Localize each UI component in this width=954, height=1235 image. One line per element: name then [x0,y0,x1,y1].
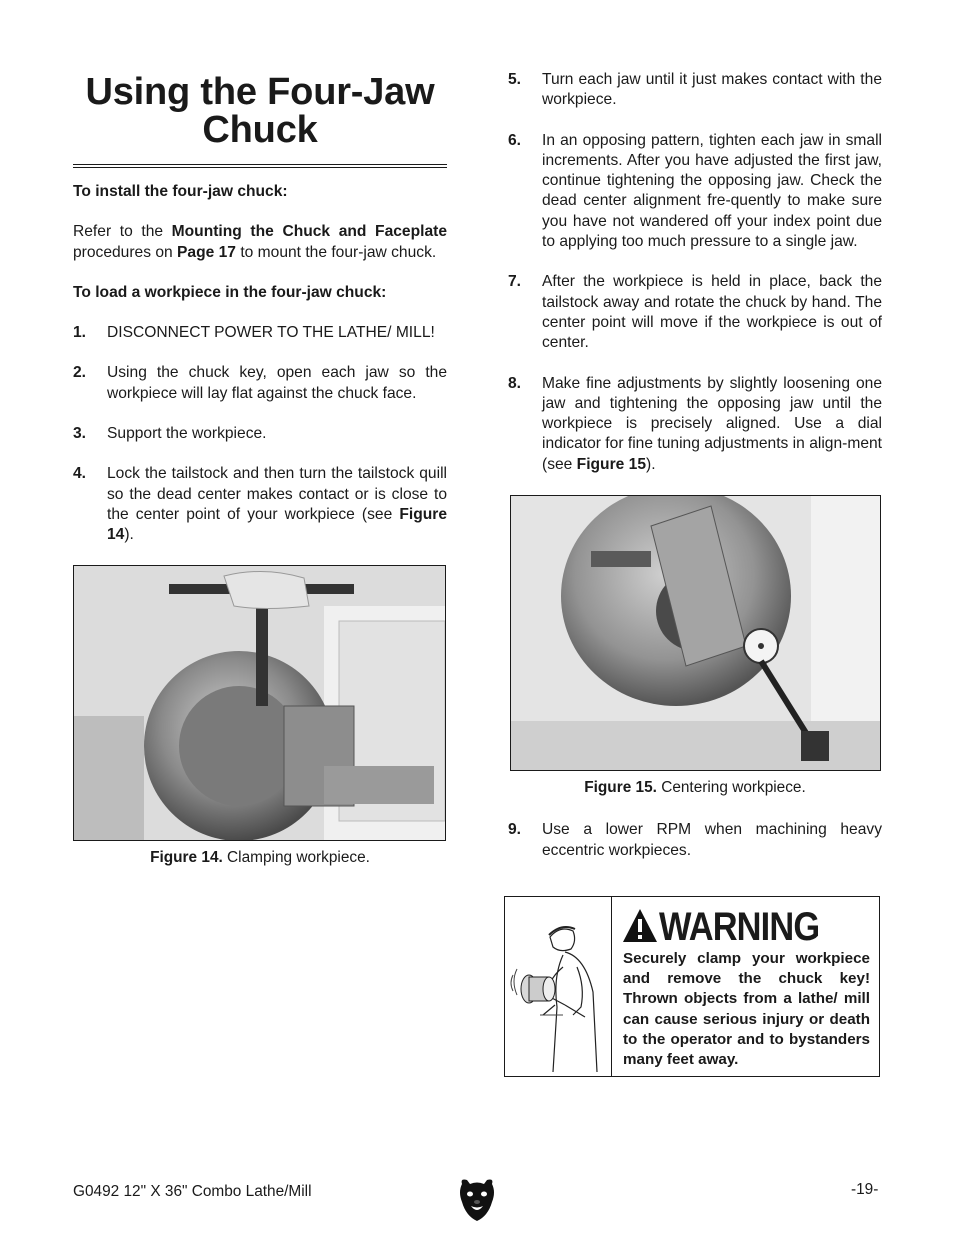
step-text: After the workpiece is held in place, back the tailstock away and rotate the chuck by hand. The center point will move if the workpiece is out of center. [542,273,882,352]
step-number: 9. [508,821,522,839]
step-text-tail: ). [646,455,656,473]
step-number: 6. [508,131,522,149]
warning-illustration [505,897,612,1076]
step-number: 7. [508,273,522,291]
step-3 [73,424,447,444]
warning-text: Securely clamp your workpiece and remove the chuck key! Thrown objects from a lathe/ mill can cause serious injury or death to the operator and to bystanders many feet away. [623,950,870,1069]
step-number: 1. [73,324,87,342]
dial-indicator-photo [511,496,880,770]
figure-15-caption-text: Centering workpiece. [656,779,806,797]
install-bold-2: Page 17 [177,243,236,261]
step-text: DISCONNECT POWER TO THE LATHE/ MILL! [107,324,435,342]
step-number: 2. [73,364,87,382]
step-2 [73,363,447,404]
figure-14-caption [73,848,447,868]
figure-reference: Figure 15 [576,455,646,473]
page-number: -19- [851,1181,879,1198]
load-subhead: To load a workpiece in the four-jaw chuck: [73,283,387,301]
footer-model: G0492 12" X 36" Combo Lathe/Mill [73,1183,312,1200]
step-5 [508,70,882,111]
step-text: In an opposing pattern, tighten each jaw in small increments. After you have adjusted the first jaw, continue tightening the opposing jaw. Check the dead center alignment fre-quently to make sure you have not wandered off your index point due to applying too much pressure to a single jaw. [542,131,882,251]
step-text: Lock the tailstock and then turn the tailstock quill so the dead center makes contact or is close to the center point of your workpiece (see [107,465,447,523]
warning-box [504,896,880,1077]
page-title [73,73,447,149]
figure-14-label: Figure 14. [150,848,223,866]
chuck-clamping-photo [74,566,445,840]
warning-title: WARNING [659,905,820,949]
step-8 [508,374,882,475]
figure-reference: Figure 14 [107,505,447,544]
step-text: Turn each jaw until it just makes contact with the workpiece. [542,71,882,109]
step-number: 5. [508,71,522,88]
bear-logo-icon [458,1178,496,1222]
title-divider [73,164,447,168]
operator-hazard-icon [505,897,611,1076]
install-bold-1: Mounting the Chuck and Faceplate [171,223,447,241]
install-paragraph [73,222,447,263]
right-column [508,70,882,881]
left-column [73,70,447,868]
title-line-1: Using the Four-Jaw [85,71,435,113]
step-7 [508,272,882,353]
warning-triangle-icon [621,907,659,945]
step-text: Make fine adjustments by slightly loosening one jaw and tightening the opposing jaw until the workpiece is precisely aligned. Use a dial indicator for fine tuning adjustments in align-ment (see [542,374,882,473]
install-text-2: procedures on [73,243,178,261]
step-6 [508,131,882,253]
step-text: Using the chuck key, open each jaw so the workpiece will lay flat against the chuck face. [107,364,447,402]
step-text: Use a lower RPM when machining heavy eccentric workpieces. [542,821,882,859]
step-number: 8. [508,374,522,392]
step-number: 4. [73,465,87,483]
install-subhead: To install the four-jaw chuck: [73,183,288,200]
figure-14-caption-text: Clamping workpiece. [222,848,370,866]
step-text-tail: ). [124,526,134,544]
install-text-1: Refer to the [73,223,172,241]
install-text-3: to mount the four-jaw chuck. [235,243,437,261]
figure-14-photo [73,565,446,841]
step-9 [508,820,882,861]
step-4 [73,464,447,545]
figure-15-label: Figure 15. [584,779,657,797]
title-line-2: Chuck [202,109,318,151]
figure-15-photo [510,495,881,771]
step-1 [73,323,447,343]
figure-15-caption [508,778,882,798]
warning-header [621,905,871,949]
step-number: 3. [73,425,87,443]
step-text: Support the workpiece. [107,425,267,443]
